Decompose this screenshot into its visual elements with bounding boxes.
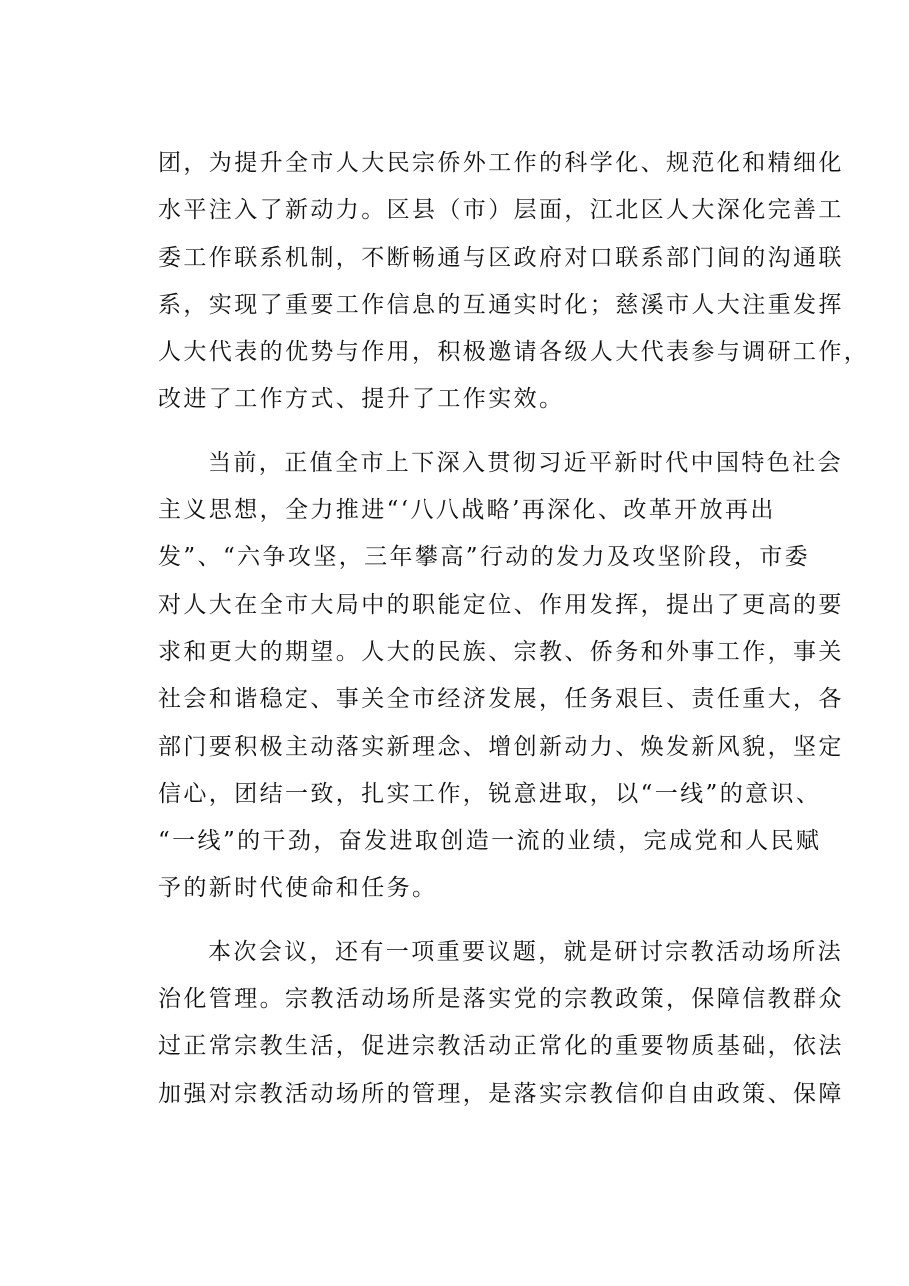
text-line: 治化管理。宗教活动场所是落实党的宗教政策，保障信教群众 xyxy=(158,986,844,1013)
text-line: 当前，正值全市上下深入贯彻习近平新时代中国特色社会 xyxy=(208,449,843,476)
text-line: 团，为提升全市人大民宗侨外工作的科学化、规范化和精细化 xyxy=(158,150,844,176)
text-line: 水平注入了新动力。区县（市）层面，江北区人大深化完善工 xyxy=(158,197,844,224)
paragraph-gap xyxy=(158,424,798,440)
text-line: 委工作联系机制，不断畅通与区政府对口联系部门间的沟通联 xyxy=(158,244,844,271)
text-line: 主义思想，全力推进“‘八八战略’再深化、改革开放再出 xyxy=(158,497,776,524)
text-line: 社会和谐稳定、事关全市经济发展，任务艰巨、责任重大，各 xyxy=(158,686,844,713)
text-line: 对人大在全市大局中的职能定位、作用发挥，提出了更高的要 xyxy=(158,591,844,618)
text-line: “一线”的干劲，奋发进取创造一流的业绩，完成党和人民赋 xyxy=(158,828,822,855)
document-body xyxy=(158,140,870,1118)
text-line: 求和更大的期望。人大的民族、宗教、侨务和外事工作，事关 xyxy=(158,638,844,665)
text-line: 本次会议，还有一项重要议题，就是研讨宗教活动场所法 xyxy=(208,938,843,965)
paragraph-2 xyxy=(158,440,844,913)
text-line: 过正常宗教生活，促进宗教活动正常化的重要物质基础，依法 xyxy=(158,1033,844,1060)
text-line: 人大代表的优势与作用，积极邀请各级人大代表参与调研工作， xyxy=(158,339,870,366)
paragraph-1 xyxy=(158,140,870,424)
text-line: 部门要积极主动落实新理念、增创新动力、焕发新风貌，坚定 xyxy=(158,733,844,760)
text-line: 系，实现了重要工作信息的互通实时化；慈溪市人大注重发挥 xyxy=(158,291,844,318)
text-line: 加强对宗教活动场所的管理，是落实宗教信仰自由政策、保障 xyxy=(158,1080,844,1107)
text-line: 改进了工作方式、提升了工作实效。 xyxy=(158,386,565,413)
paragraph-3 xyxy=(158,929,844,1118)
text-line: 发”、“六争攻坚，三年攀高”行动的发力及攻坚阶段，市委 xyxy=(158,544,811,571)
text-line: 信心，团结一致，扎实工作，锐意进取，以“一线”的意识、 xyxy=(158,780,822,807)
paragraph-gap xyxy=(158,913,798,929)
text-line: 予的新时代使命和任务。 xyxy=(158,875,438,902)
